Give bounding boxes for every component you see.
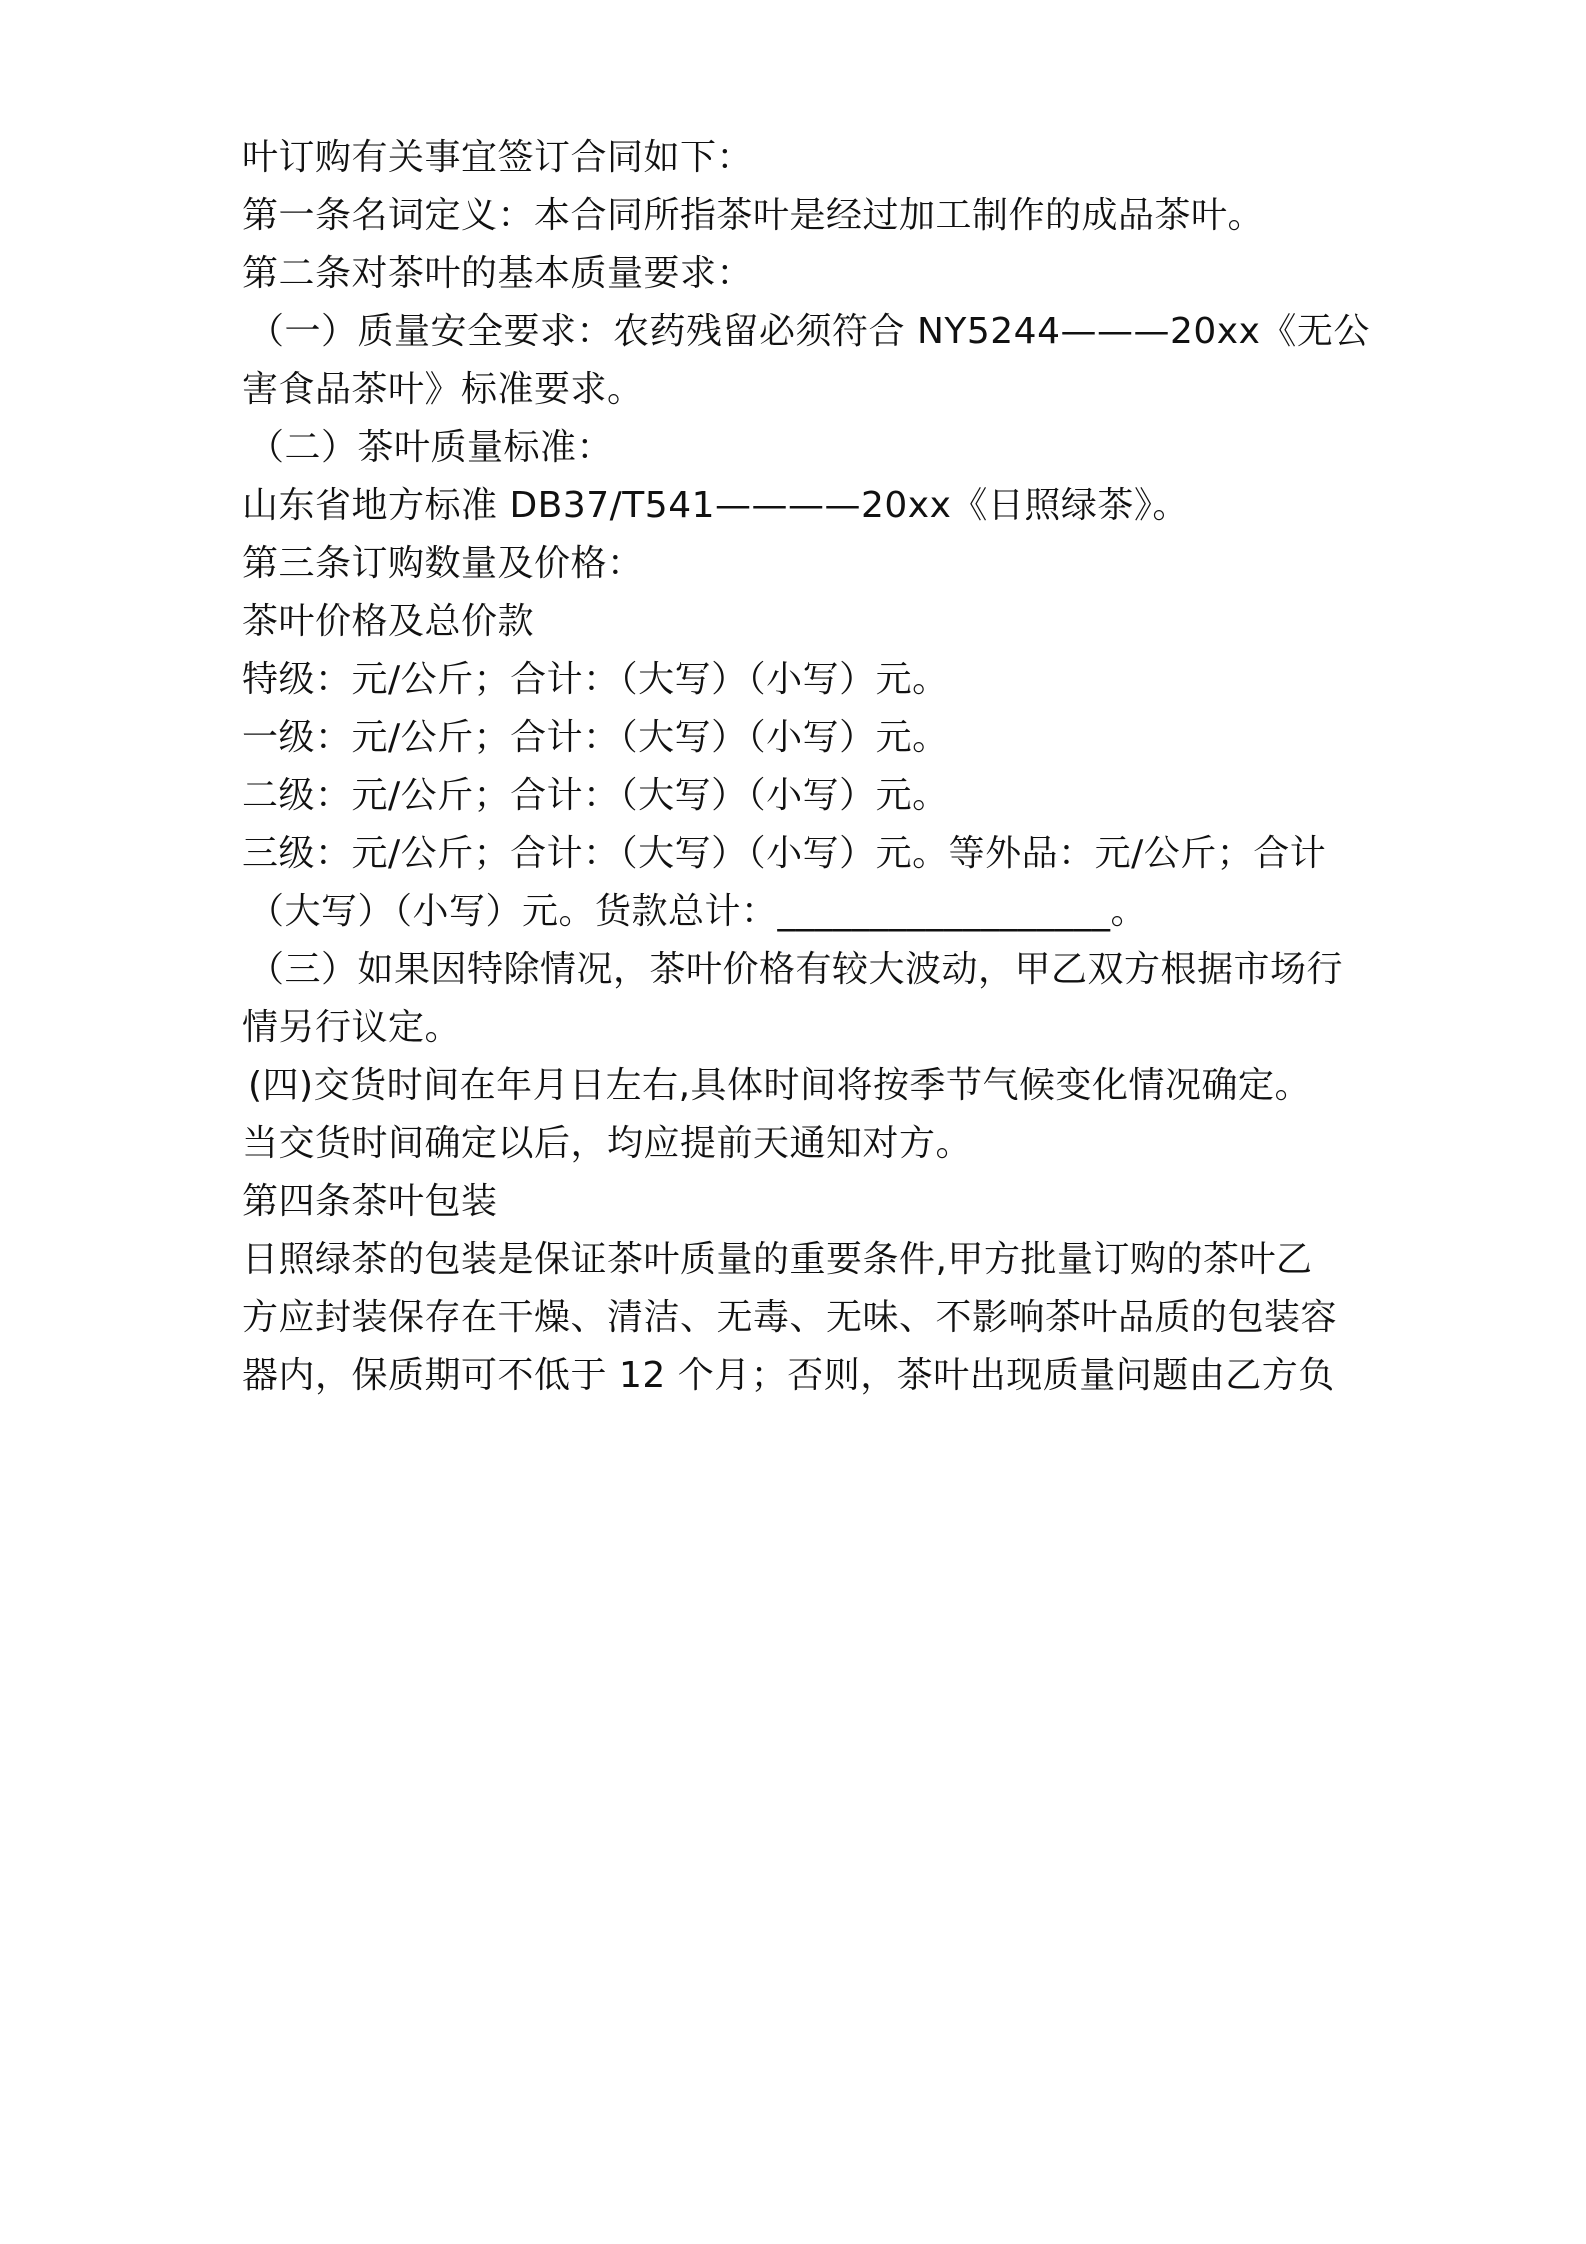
text-line: 日照绿茶的包装是保证茶叶质量的重要条件,甲方批量订购的茶叶乙 <box>242 1239 1313 1280</box>
text-line: 情另行议定。 <box>242 1007 462 1048</box>
text-line: （二）茶叶质量标准： <box>248 427 614 468</box>
text-line: 当交货时间确定以后，均应提前天通知对方。 <box>242 1123 973 1164</box>
text-line: 三级：元/公斤；合计：（大写）（小写）元。等外品：元/公斤；合计 <box>242 833 1327 874</box>
text-line: 害食品茶叶》标准要求。 <box>242 369 644 410</box>
text-line: 茶叶价格及总价款 <box>242 601 535 642</box>
text-line: 第二条对茶叶的基本质量要求： <box>242 253 754 294</box>
text-line: 器内，保质期可不低于 12 个月；否则，茶叶出现质量问题由乙方负 <box>242 1355 1335 1396</box>
text-line: 一级：元/公斤；合计：（大写）（小写）元。 <box>242 717 949 758</box>
text-line: 方应封装保存在干燥、清洁、无毒、无味、不影响茶叶品质的包装容 <box>242 1297 1338 1338</box>
text-line: （三）如果因特除情况，茶叶价格有较大波动，甲乙双方根据市场行 <box>248 949 1344 990</box>
text-line: 第一条名词定义：本合同所指茶叶是经过加工制作的成品茶叶。 <box>242 195 1265 236</box>
text-line: （一）质量安全要求：农药残留必须符合 NY5244———20xx《无公 <box>248 311 1370 352</box>
text-line: 山东省地方标准 DB37/T541————20xx《日照绿茶》。 <box>242 485 1189 526</box>
text-line: 叶订购有关事宜签订合同如下： <box>242 137 754 178</box>
text-line: (四)交货时间在年月日左右,具体时间将按季节气候变化情况确定。 <box>248 1065 1312 1106</box>
text-line: （大写）（小写）元。货款总计：__________________。 <box>248 891 1148 932</box>
text-line: 第三条订购数量及价格： <box>242 543 644 584</box>
text-line: 特级：元/公斤；合计：（大写）（小写）元。 <box>242 659 949 700</box>
text-line: 二级：元/公斤；合计：（大写）（小写）元。 <box>242 775 949 816</box>
text-line: 第四条茶叶包装 <box>242 1181 498 1222</box>
